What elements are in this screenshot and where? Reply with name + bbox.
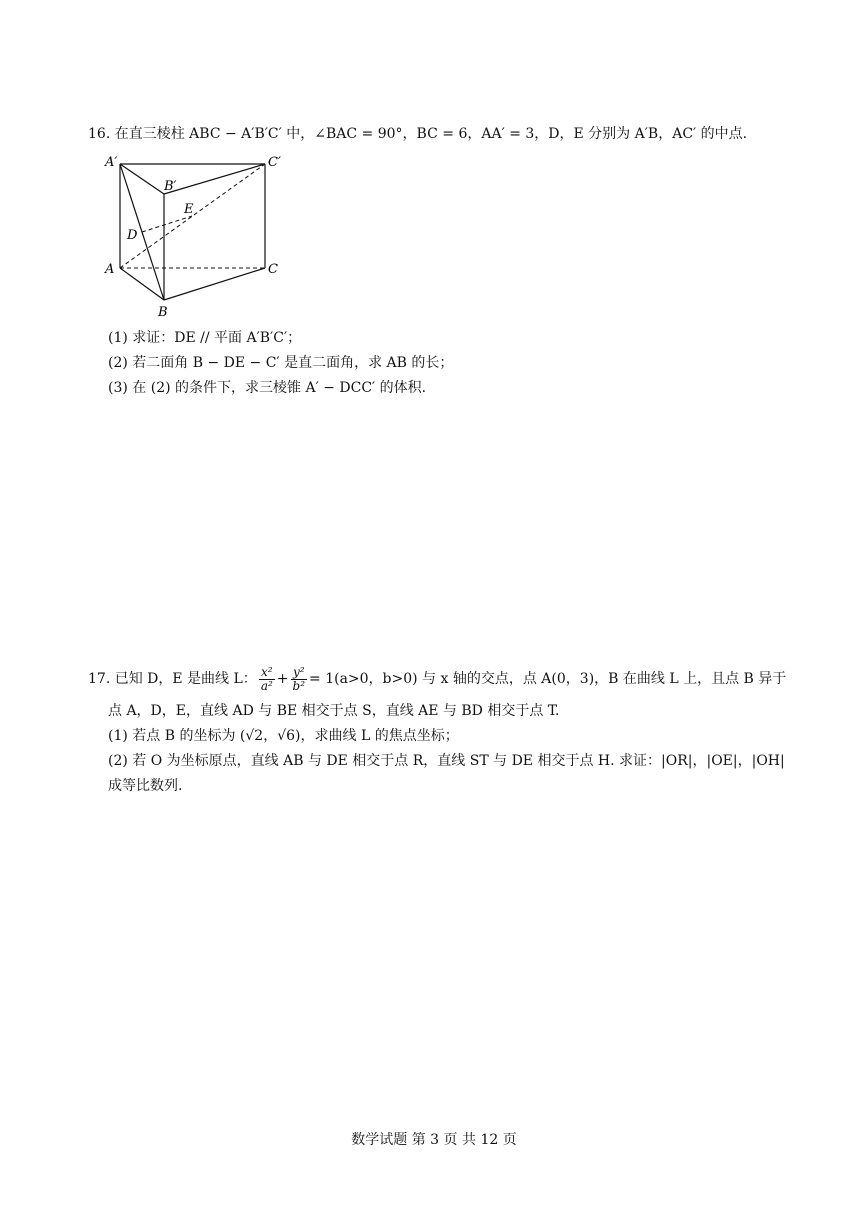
label-D: D bbox=[127, 228, 138, 243]
problem16-q2: (2) 若二面角 B − DE − C′ 是直二面角，求 AB 的长； bbox=[108, 355, 454, 371]
problem17-line1-prefix: 17. 已知 D，E 是曲线 L： bbox=[88, 671, 257, 687]
problem17-q2-cont: 成等比数列. bbox=[108, 778, 183, 794]
edge-A'B' bbox=[120, 164, 164, 194]
label-E: E bbox=[184, 202, 194, 217]
problem16-header: 16. 在直三棱柱 ABC − A′B′C′ 中，∠BAC = 90°，BC = 6，AA′ = 3，D，E 分别为 A′B，AC′ 的中点. bbox=[88, 126, 748, 142]
edge-BC bbox=[164, 268, 265, 300]
problem17-line1 bbox=[88, 664, 786, 694]
frac1-denominator: a² bbox=[260, 678, 273, 693]
fraction-x2-over-a2 bbox=[259, 666, 275, 693]
prism-figure bbox=[100, 148, 290, 323]
edge-B'C' bbox=[164, 164, 265, 194]
problem16-q3: (3) 在 (2) 的条件下，求三棱锥 A′ − DCC′ 的体积. bbox=[108, 380, 427, 396]
problem17-line1-suffix: = 1(a>0，b>0) 与 x 轴的交点，点 A(0，3)，B 在曲线 L 上，且点 B 异于 bbox=[309, 671, 787, 687]
problem17-line2: 点 A，D，E，直线 AD 与 BE 相交于点 S，直线 AE 与 BD 相交于点 T. bbox=[108, 703, 560, 719]
fraction-y2-over-b2 bbox=[291, 666, 308, 693]
label-C: C bbox=[268, 262, 278, 277]
problem17-q1: (1) 若点 B 的坐标为 (√2，√6)，求曲线 L 的焦点坐标； bbox=[108, 728, 459, 744]
edge-AB bbox=[120, 268, 164, 300]
label-A: A bbox=[105, 262, 115, 277]
frac2-numerator: y² bbox=[291, 666, 308, 680]
label-A-prime: A′ bbox=[105, 155, 118, 170]
page-footer: 数学试题 第 3 页 共 12 页 bbox=[351, 1132, 517, 1148]
segment-DE bbox=[142, 216, 192, 232]
label-C-prime: C′ bbox=[268, 155, 281, 170]
problem16-q1: (1) 求证：DE // 平面 A′B′C′； bbox=[108, 330, 302, 346]
label-B: B bbox=[158, 305, 168, 320]
frac2-denominator: b² bbox=[292, 678, 306, 693]
frac1-numerator: x² bbox=[259, 666, 275, 680]
label-B-prime: B′ bbox=[164, 179, 177, 194]
problem17-q2: (2) 若 O 为坐标原点，直线 AB 与 DE 相交于点 R，直线 ST 与 DE 相交于点 H. 求证：|OR|，|OE|，|OH| bbox=[108, 753, 785, 769]
plus-sign: + bbox=[276, 671, 289, 687]
